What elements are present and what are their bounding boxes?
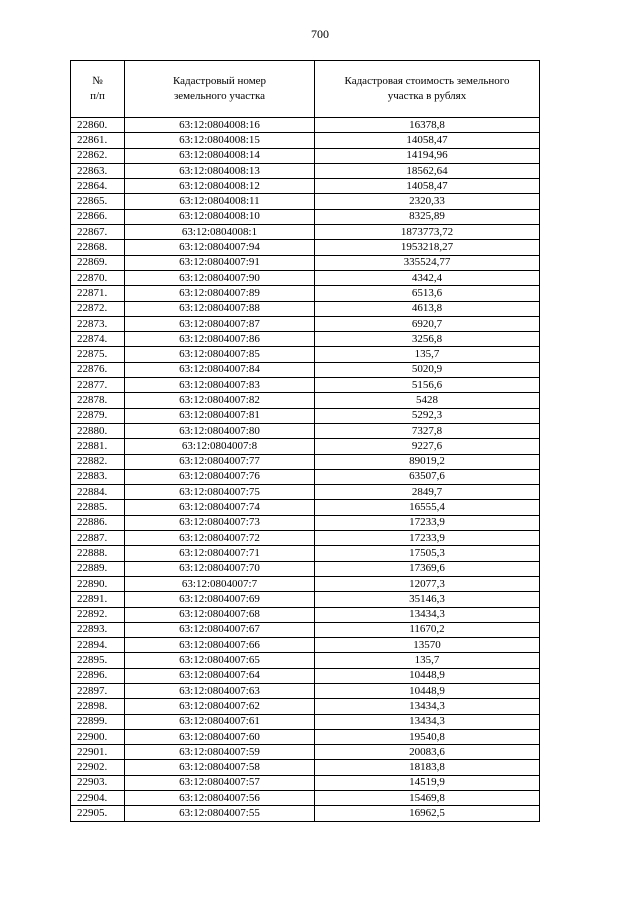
table-body <box>71 118 540 822</box>
row-number: 22877. <box>71 378 125 393</box>
cadastral-value: 10448,9 <box>315 683 540 698</box>
cadastral-value: 11670,2 <box>315 622 540 637</box>
table-row <box>71 393 540 408</box>
cadastral-value: 1873773,72 <box>315 225 540 240</box>
row-number: 22874. <box>71 332 125 347</box>
row-number: 22868. <box>71 240 125 255</box>
table-row <box>71 286 540 301</box>
cadastral-value: 1953218,27 <box>315 240 540 255</box>
cadastral-value: 4342,4 <box>315 270 540 285</box>
cadastral-value: 18183,8 <box>315 760 540 775</box>
cadastral-number: 63:12:0804007:86 <box>125 332 315 347</box>
row-number: 22888. <box>71 546 125 561</box>
cadastral-value: 5428 <box>315 393 540 408</box>
cadastral-value: 12077,3 <box>315 576 540 591</box>
cadastral-number: 63:12:0804007:7 <box>125 576 315 591</box>
row-number: 22905. <box>71 806 125 821</box>
row-number: 22876. <box>71 362 125 377</box>
table-row <box>71 699 540 714</box>
cadastral-value: 63507,6 <box>315 469 540 484</box>
cadastral-value: 13434,3 <box>315 607 540 622</box>
header-cadastral-number-line-2: земельного участка <box>173 90 266 102</box>
row-number: 22899. <box>71 714 125 729</box>
table-row <box>71 301 540 316</box>
table-row <box>71 148 540 163</box>
cadastral-value: 17233,9 <box>315 515 540 530</box>
table-row <box>71 347 540 362</box>
cadastral-value: 14058,47 <box>315 179 540 194</box>
row-number: 22892. <box>71 607 125 622</box>
cadastral-number: 63:12:0804008:13 <box>125 163 315 178</box>
row-number: 22889. <box>71 561 125 576</box>
table-row <box>71 163 540 178</box>
cadastral-value: 3256,8 <box>315 332 540 347</box>
row-number: 22898. <box>71 699 125 714</box>
row-number: 22894. <box>71 638 125 653</box>
row-number: 22860. <box>71 118 125 133</box>
table-row <box>71 240 540 255</box>
cadastral-number: 63:12:0804007:64 <box>125 668 315 683</box>
cadastral-value: 17369,6 <box>315 561 540 576</box>
row-number: 22867. <box>71 225 125 240</box>
cadastral-number: 63:12:0804008:12 <box>125 179 315 194</box>
row-number: 22866. <box>71 209 125 224</box>
header-num-line-2: п/п <box>90 90 105 102</box>
cadastral-number: 63:12:0804007:73 <box>125 515 315 530</box>
cadastral-value: 13434,3 <box>315 699 540 714</box>
table-row <box>71 454 540 469</box>
cadastral-number: 63:12:0804007:75 <box>125 485 315 500</box>
cadastral-value: 14519,9 <box>315 775 540 790</box>
table-row <box>71 546 540 561</box>
table-row <box>71 683 540 698</box>
table-row <box>71 194 540 209</box>
cadastral-number: 63:12:0804007:71 <box>125 546 315 561</box>
cadastral-number: 63:12:0804007:72 <box>125 531 315 546</box>
table-row <box>71 469 540 484</box>
cadastral-number: 63:12:0804007:76 <box>125 469 315 484</box>
row-number: 22878. <box>71 393 125 408</box>
cadastral-number: 63:12:0804007:8 <box>125 439 315 454</box>
table-row <box>71 485 540 500</box>
cadastral-value: 8325,89 <box>315 209 540 224</box>
cadastral-value: 6920,7 <box>315 316 540 331</box>
table-row <box>71 576 540 591</box>
cadastral-value: 16378,8 <box>315 118 540 133</box>
cadastral-number: 63:12:0804007:69 <box>125 592 315 607</box>
cadastral-value: 5156,6 <box>315 378 540 393</box>
cadastral-value: 9227,6 <box>315 439 540 454</box>
table-header-row <box>71 61 540 118</box>
cadastral-number: 63:12:0804008:16 <box>125 118 315 133</box>
cadastral-number: 63:12:0804008:14 <box>125 148 315 163</box>
table-row <box>71 668 540 683</box>
table-row <box>71 745 540 760</box>
cadastral-value: 16962,5 <box>315 806 540 821</box>
cadastral-value: 17233,9 <box>315 531 540 546</box>
table-row <box>71 118 540 133</box>
cadastral-value: 16555,4 <box>315 500 540 515</box>
row-number: 22883. <box>71 469 125 484</box>
table-row <box>71 607 540 622</box>
row-number: 22902. <box>71 760 125 775</box>
cadastral-value: 5292,3 <box>315 408 540 423</box>
cadastral-value: 13434,3 <box>315 714 540 729</box>
table-row <box>71 531 540 546</box>
table-row <box>71 592 540 607</box>
cadastral-value: 2849,7 <box>315 485 540 500</box>
row-number: 22884. <box>71 485 125 500</box>
cadastral-value: 18562,64 <box>315 163 540 178</box>
cadastral-number: 63:12:0804007:82 <box>125 393 315 408</box>
cadastral-value: 4613,8 <box>315 301 540 316</box>
cadastral-number: 63:12:0804007:70 <box>125 561 315 576</box>
row-number: 22896. <box>71 668 125 683</box>
table-row <box>71 638 540 653</box>
cadastral-number: 63:12:0804007:65 <box>125 653 315 668</box>
cadastral-number: 63:12:0804007:74 <box>125 500 315 515</box>
cadastral-value: 17505,3 <box>315 546 540 561</box>
row-number: 22897. <box>71 683 125 698</box>
cadastral-number: 63:12:0804007:90 <box>125 270 315 285</box>
cadastral-number: 63:12:0804007:61 <box>125 714 315 729</box>
cadastral-number: 63:12:0804007:77 <box>125 454 315 469</box>
cadastral-value: 135,7 <box>315 653 540 668</box>
table-row <box>71 255 540 270</box>
cadastral-number: 63:12:0804008:1 <box>125 225 315 240</box>
header-cadastral-value-line-2: участка в рублях <box>387 90 467 102</box>
cadastral-value: 14194,96 <box>315 148 540 163</box>
cadastral-number: 63:12:0804007:59 <box>125 745 315 760</box>
cadastral-number: 63:12:0804007:94 <box>125 240 315 255</box>
row-number: 22862. <box>71 148 125 163</box>
table-row <box>71 714 540 729</box>
row-number: 22886. <box>71 515 125 530</box>
table-row <box>71 423 540 438</box>
row-number: 22881. <box>71 439 125 454</box>
row-number: 22875. <box>71 347 125 362</box>
cadastral-number: 63:12:0804007:58 <box>125 760 315 775</box>
cadastral-number: 63:12:0804007:83 <box>125 378 315 393</box>
table-row <box>71 515 540 530</box>
row-number: 22873. <box>71 316 125 331</box>
cadastral-number: 63:12:0804008:15 <box>125 133 315 148</box>
cadastral-value: 89019,2 <box>315 454 540 469</box>
row-number: 22903. <box>71 775 125 790</box>
table-row <box>71 362 540 377</box>
table-row <box>71 316 540 331</box>
cadastral-value: 15469,8 <box>315 791 540 806</box>
cadastral-number: 63:12:0804007:57 <box>125 775 315 790</box>
row-number: 22890. <box>71 576 125 591</box>
cadastral-number: 63:12:0804007:66 <box>125 638 315 653</box>
table-row <box>71 653 540 668</box>
cadastral-value: 20083,6 <box>315 745 540 760</box>
header-num <box>71 61 125 118</box>
row-number: 22887. <box>71 531 125 546</box>
cadastral-value: 2320,33 <box>315 194 540 209</box>
table-row <box>71 270 540 285</box>
cadastral-number: 63:12:0804007:67 <box>125 622 315 637</box>
header-num-line-1: № <box>92 75 103 87</box>
cadastral-value: 35146,3 <box>315 592 540 607</box>
row-number: 22891. <box>71 592 125 607</box>
cadastral-number: 63:12:0804007:68 <box>125 607 315 622</box>
row-number: 22871. <box>71 286 125 301</box>
table-row <box>71 378 540 393</box>
row-number: 22865. <box>71 194 125 209</box>
table-row <box>71 179 540 194</box>
cadastral-number: 63:12:0804007:80 <box>125 423 315 438</box>
row-number: 22895. <box>71 653 125 668</box>
row-number: 22901. <box>71 745 125 760</box>
row-number: 22870. <box>71 270 125 285</box>
row-number: 22872. <box>71 301 125 316</box>
row-number: 22904. <box>71 791 125 806</box>
cadastral-value: 10448,9 <box>315 668 540 683</box>
cadastral-value: 335524,77 <box>315 255 540 270</box>
cadastral-number: 63:12:0804008:11 <box>125 194 315 209</box>
cadastral-number: 63:12:0804007:81 <box>125 408 315 423</box>
row-number: 22869. <box>71 255 125 270</box>
header-cadastral-value <box>315 61 540 118</box>
cadastral-number: 63:12:0804007:91 <box>125 255 315 270</box>
table-row <box>71 760 540 775</box>
cadastral-value: 135,7 <box>315 347 540 362</box>
table-row <box>71 806 540 821</box>
cadastral-value-table <box>70 60 540 822</box>
cadastral-number: 63:12:0804007:87 <box>125 316 315 331</box>
row-number: 22885. <box>71 500 125 515</box>
row-number: 22879. <box>71 408 125 423</box>
table-row <box>71 439 540 454</box>
table-row <box>71 775 540 790</box>
cadastral-number: 63:12:0804007:60 <box>125 729 315 744</box>
table-row <box>71 561 540 576</box>
row-number: 22861. <box>71 133 125 148</box>
page-number: 700 <box>311 27 329 41</box>
table-row <box>71 729 540 744</box>
row-number: 22882. <box>71 454 125 469</box>
row-number: 22863. <box>71 163 125 178</box>
table-row <box>71 408 540 423</box>
table-row <box>71 500 540 515</box>
header-cadastral-number-line-1: Кадастровый номер <box>172 75 267 87</box>
cadastral-value: 6513,6 <box>315 286 540 301</box>
cadastral-number: 63:12:0804007:62 <box>125 699 315 714</box>
cadastral-number: 63:12:0804008:10 <box>125 209 315 224</box>
cadastral-number: 63:12:0804007:63 <box>125 683 315 698</box>
cadastral-number: 63:12:0804007:84 <box>125 362 315 377</box>
row-number: 22893. <box>71 622 125 637</box>
table-row <box>71 209 540 224</box>
table-row <box>71 225 540 240</box>
table-row <box>71 791 540 806</box>
cadastral-value: 5020,9 <box>315 362 540 377</box>
row-number: 22880. <box>71 423 125 438</box>
cadastral-value: 13570 <box>315 638 540 653</box>
cadastral-number: 63:12:0804007:89 <box>125 286 315 301</box>
table-row <box>71 133 540 148</box>
table-row <box>71 622 540 637</box>
row-number: 22864. <box>71 179 125 194</box>
cadastral-number: 63:12:0804007:85 <box>125 347 315 362</box>
cadastral-value: 7327,8 <box>315 423 540 438</box>
row-number: 22900. <box>71 729 125 744</box>
header-cadastral-number <box>125 61 315 118</box>
cadastral-number: 63:12:0804007:55 <box>125 806 315 821</box>
cadastral-number: 63:12:0804007:56 <box>125 791 315 806</box>
header-cadastral-value-line-1: Кадастровая стоимость земельного <box>344 75 510 87</box>
cadastral-value: 14058,47 <box>315 133 540 148</box>
table-row <box>71 332 540 347</box>
cadastral-value: 19540,8 <box>315 729 540 744</box>
cadastral-number: 63:12:0804007:88 <box>125 301 315 316</box>
